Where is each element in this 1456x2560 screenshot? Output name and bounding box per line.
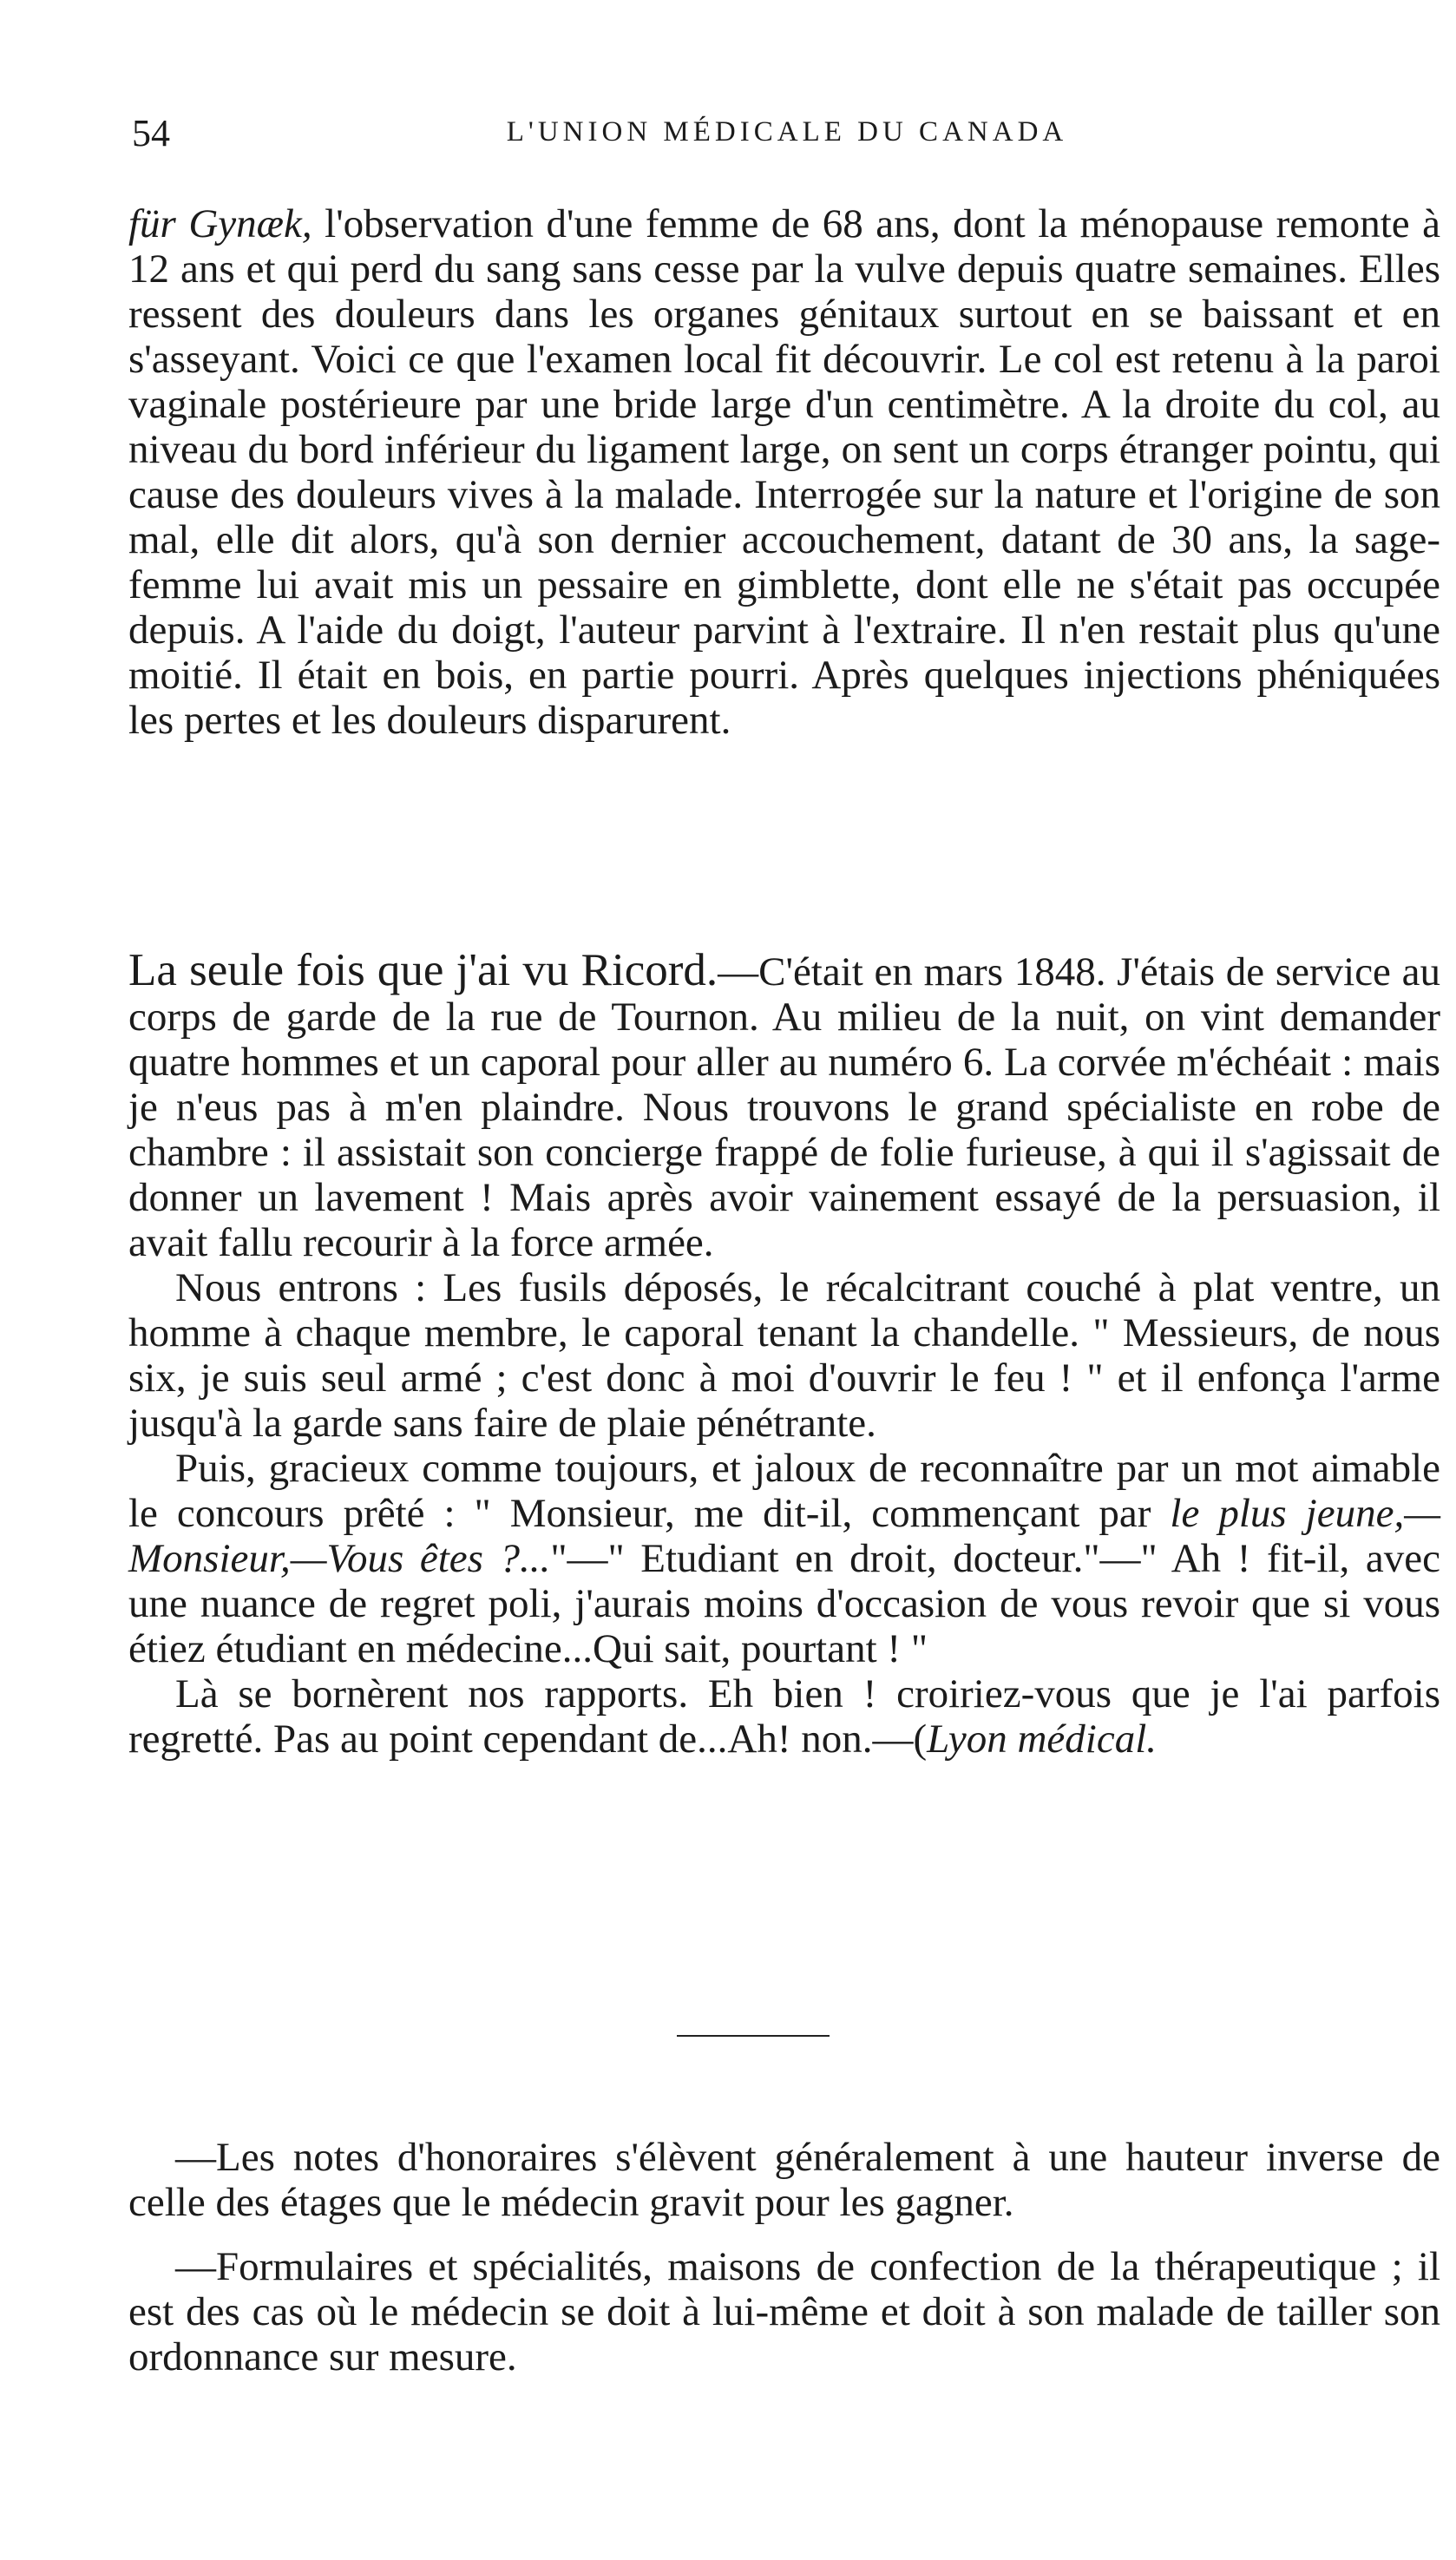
section-divider [677,2035,830,2037]
anecdote-paragraph-1: La seule fois que j'ai vu Ricord.—C'était en mars 1848. J'étais de service au corps de garde de la rue de Tournon. Au milieu de la nuit, on vint demander quatre hommes et un caporal pour aller au numéro 6. La corvée m'échéait : mais je n'eus pas à m'en plaindre. Nous trouvons le grand spécialiste en robe de chambre : il assistait son concierge frappé de folie furieuse, à qui il s'agissait de donner un lavement ! Mais après avoir vainement essayé de la persuasion, il avait fallu recourir à la force armée. [128,945,1440,1265]
anecdote-ricord [128,945,1440,1762]
anecdote-paragraph-4: Là se bornèrent nos rapports. Eh bien ! croiriez-vous que je l'ai parfois regretté. Pas au point cependant de...Ah! non.—(Lyon médical. [128,1671,1440,1762]
source-reference: Lyon médical. [927,1717,1158,1762]
article-1-paragraph: für Gynæk, l'observation d'une femme de 68 ans, dont la ménopause remonte à 12 ans et qui perd du sang sans cesse par la vulve depuis quatre semaines. Elles ressent des douleurs dans les organes génitaux surtout en se baissant et en s'asseyant. Voici ce que l'examen local fit découvrir. Le col est retenu à la paroi vaginale postérieure par une bride large d'un centimètre. A la droite du col, au niveau du bord inférieur du ligament large, on sent un corps étranger pointu, qui cause des douleurs vives à la malade. Interrogée sur la nature et l'origine de son mal, elle dit alors, qu'à son dernier accouchement, datant de 30 ans, la sage-femme lui avait mis un pessaire en gimblette, dont elle ne s'était pas occupée depuis. A l'aide du doigt, l'auteur parvint à l'extraire. Il n'en restait plus qu'une moitié. Il était en bois, en partie pourri. Après quelques injections phéniquées les pertes et les douleurs disparurent. [128,201,1440,743]
notes-section [128,2135,1440,2379]
journal-reference: für Gynæk, [128,201,312,246]
anecdote-paragraph-3: Puis, gracieux comme toujours, et jaloux de reconnaître par un mot aimable le concours prêté : " Monsieur, me dit-il, commençant par le plus jeune,—Monsieur,—Vous êtes ?..."—" Etudiant en droit, docteur."—" Ah ! fit-il, avec une nuance de regret poli, j'aurais moins d'occasion de vous revoir que si vous étiez étudiant en médecine...Qui sait, pourtant ! " [128,1446,1440,1671]
page-header [132,111,1442,163]
page-number: 54 [132,112,170,154]
anecdote-title: La seule fois que j'ai vu Ricord. [128,945,718,995]
article-continuation [128,201,1440,743]
note-fees: —Les notes d'honoraires s'élèvent généralement à une hauteur inverse de celle des étages que le médecin gravit pour les gagner. [128,2135,1440,2225]
running-title: L'UNION MÉDICALE DU CANADA [506,116,1068,148]
note-prescriptions: —Formulaires et spécialités, maisons de confection de la thérapeutique ; il est des cas où le médecin se doit à lui-même et doit à son malade de tailler son ordonnance sur mesure. [128,2244,1440,2379]
anecdote-paragraph-2: Nous entrons : Les fusils déposés, le récalcitrant couché à plat ventre, un homme à chaque membre, le caporal tenant la chandelle. " Messieurs, de nous six, je suis seul armé ; c'est donc à moi d'ouvrir le feu ! " et il enfonça l'arme jusqu'à la garde sans faire de plaie pénétrante. [128,1265,1440,1446]
